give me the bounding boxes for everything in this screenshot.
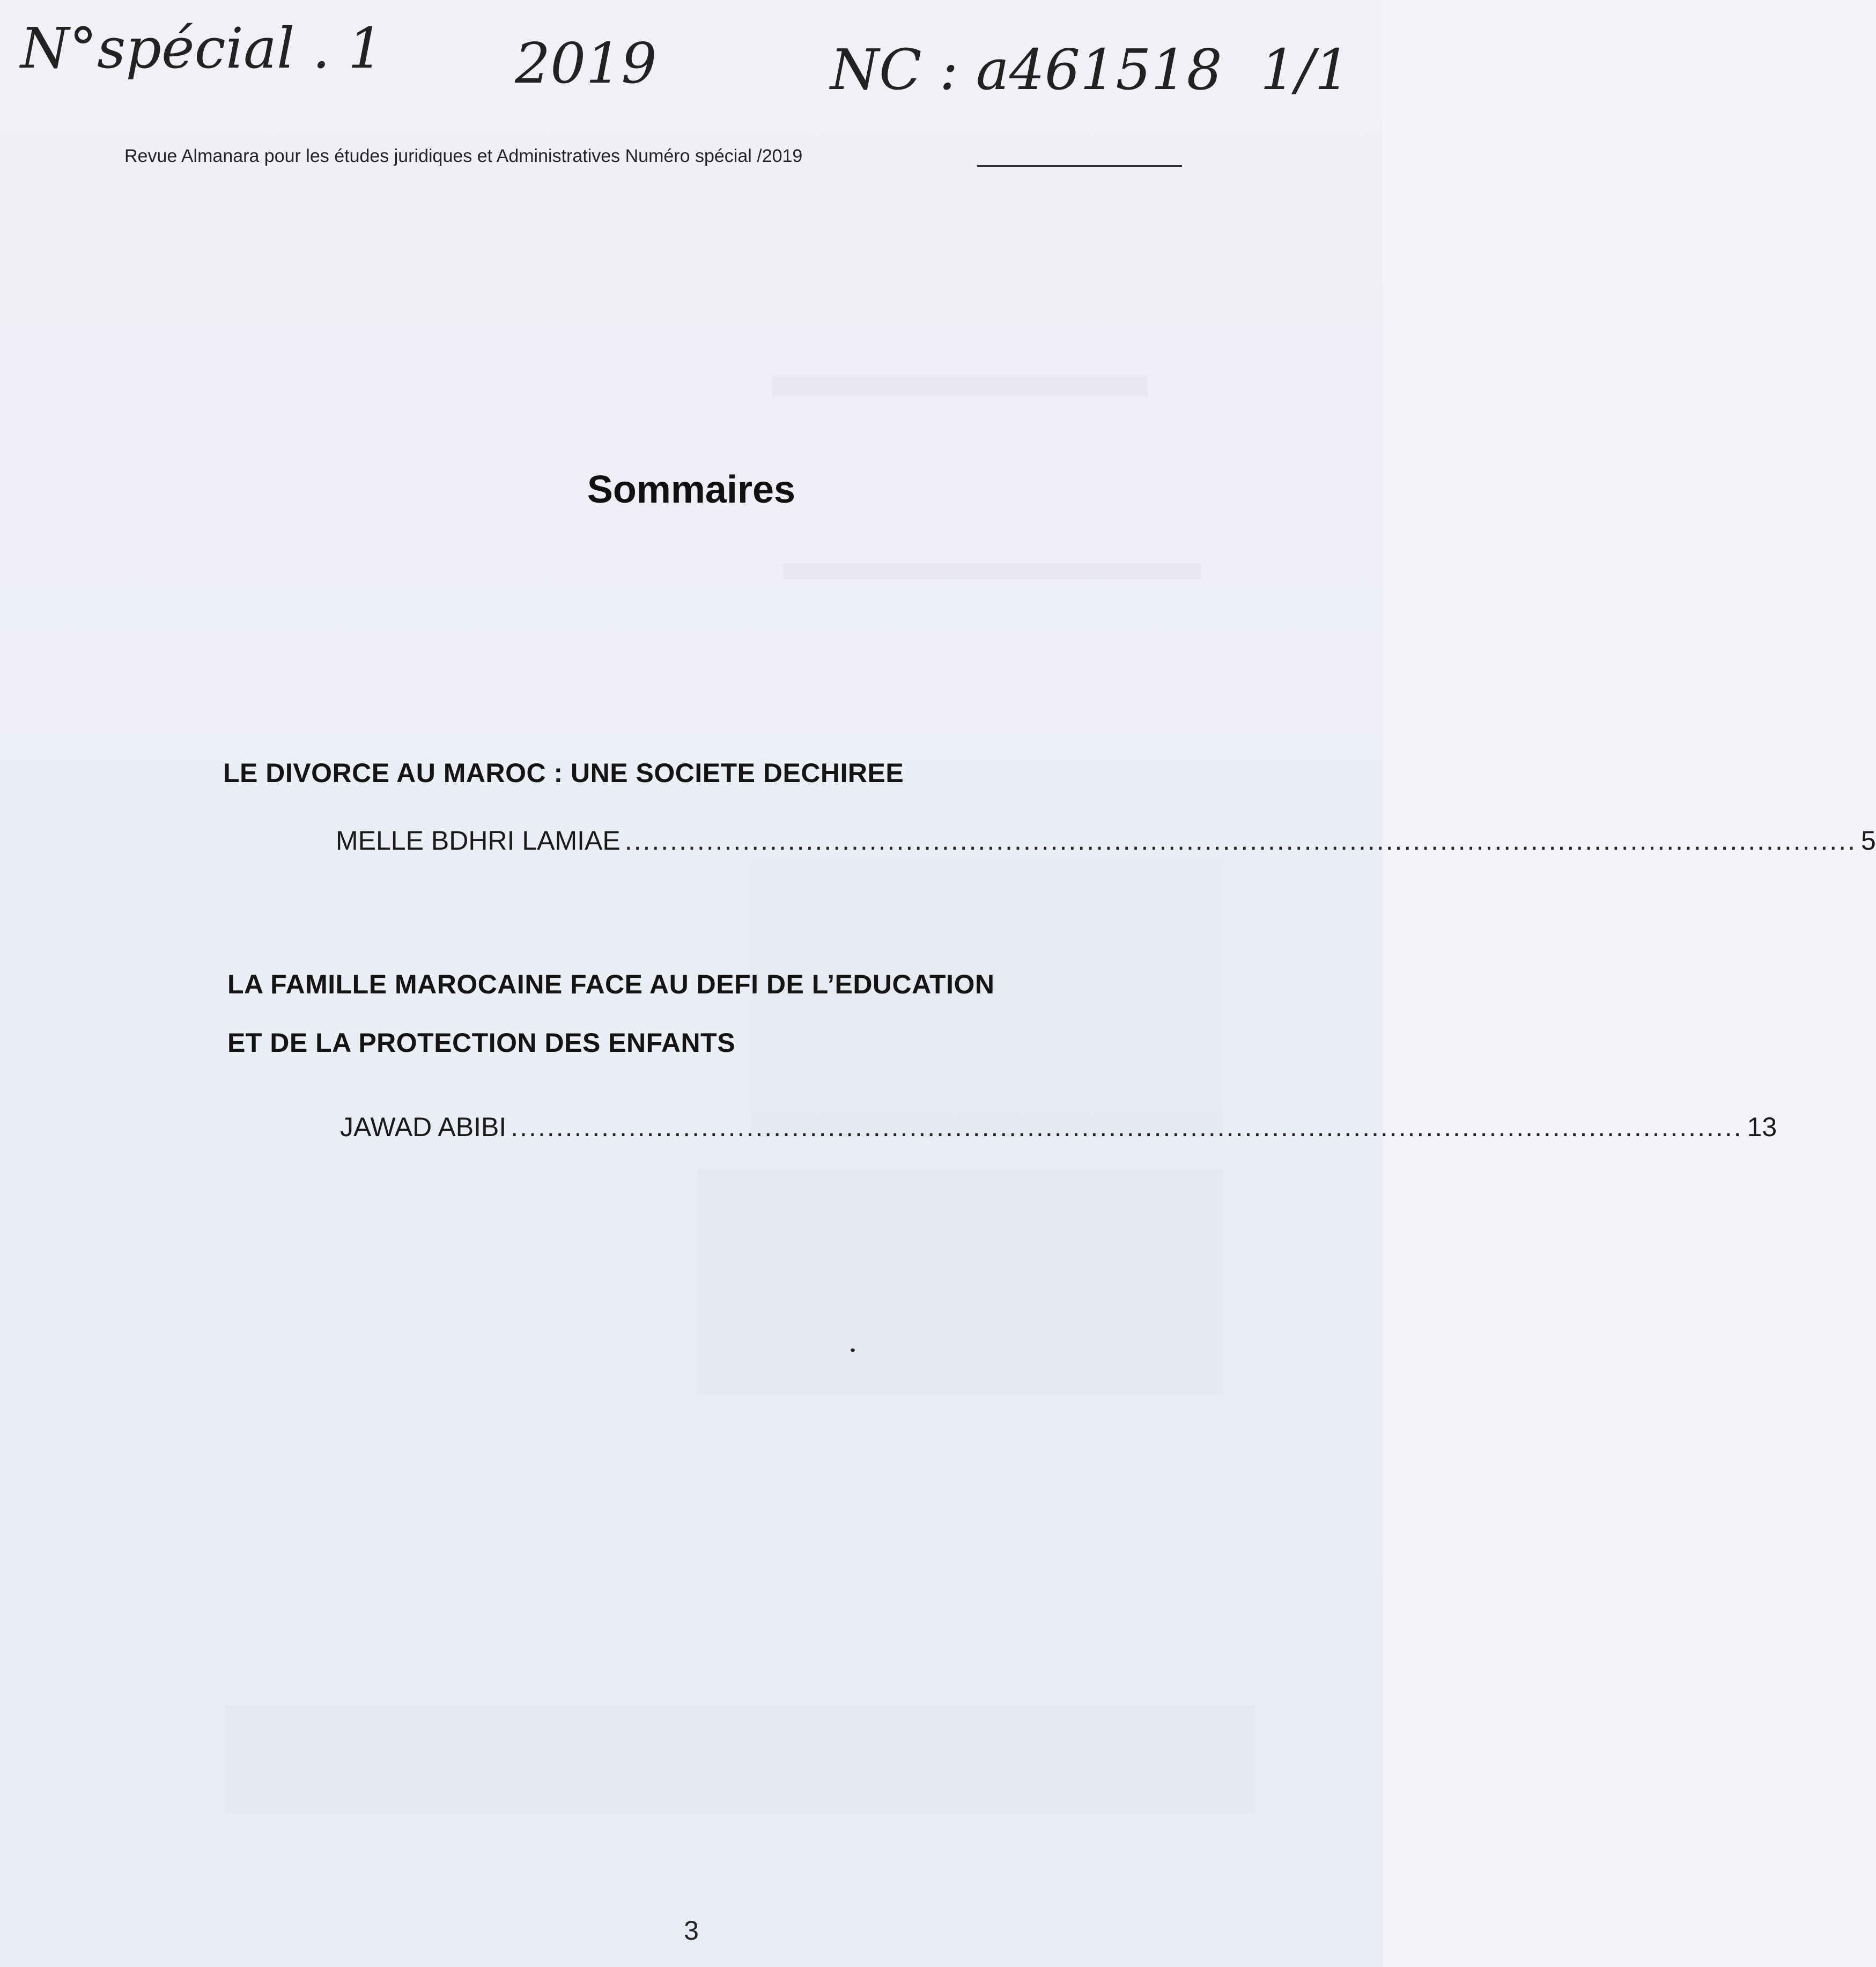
article-1-author: MELLE BDHRI LAMIAE (336, 826, 621, 856)
bleed-through-mark (697, 1169, 1223, 1395)
page-title: Sommaires (587, 468, 796, 511)
toc-leader-dots: ........................................................................................................................................ (511, 1112, 1743, 1142)
article-2-page: 13 (1747, 1112, 1777, 1142)
journal-header: Revue Almanara pour les études juridiques et Administratives Numéro spécial /2019 (124, 146, 803, 166)
handwritten-year: 2019 (515, 31, 657, 96)
article-2-author: JAWAD ABIBI (340, 1112, 507, 1142)
bleed-through-mark (783, 563, 1201, 579)
handwritten-reference: NC : a461518 (830, 37, 1222, 102)
article-1-title: LE DIVORCE AU MAROC : UNE SOCIETE DECHIREE (223, 758, 904, 788)
handwritten-issue: N°spécial . 1 (20, 16, 383, 81)
speck (851, 1349, 855, 1352)
article-2-toc-entry[interactable] (340, 1111, 1777, 1143)
handwritten-fraction: 1/1 (1260, 37, 1350, 102)
article-2-title-line-2: ET DE LA PROTECTION DES ENFANTS (227, 1028, 736, 1058)
bleed-through-mark (772, 375, 1148, 397)
header-rule (977, 165, 1182, 167)
article-2-title-line-1: LA FAMILLE MAROCAINE FACE AU DEFI DE L’EDUCATION (227, 969, 995, 999)
toc-leader-dots: ........................................................................................................................................ (624, 826, 1857, 856)
bleed-through-mark (225, 1706, 1255, 1813)
article-1-toc-entry[interactable] (336, 825, 1876, 856)
page-number: 3 (684, 1916, 699, 1946)
article-1-page: 5 (1860, 826, 1876, 856)
